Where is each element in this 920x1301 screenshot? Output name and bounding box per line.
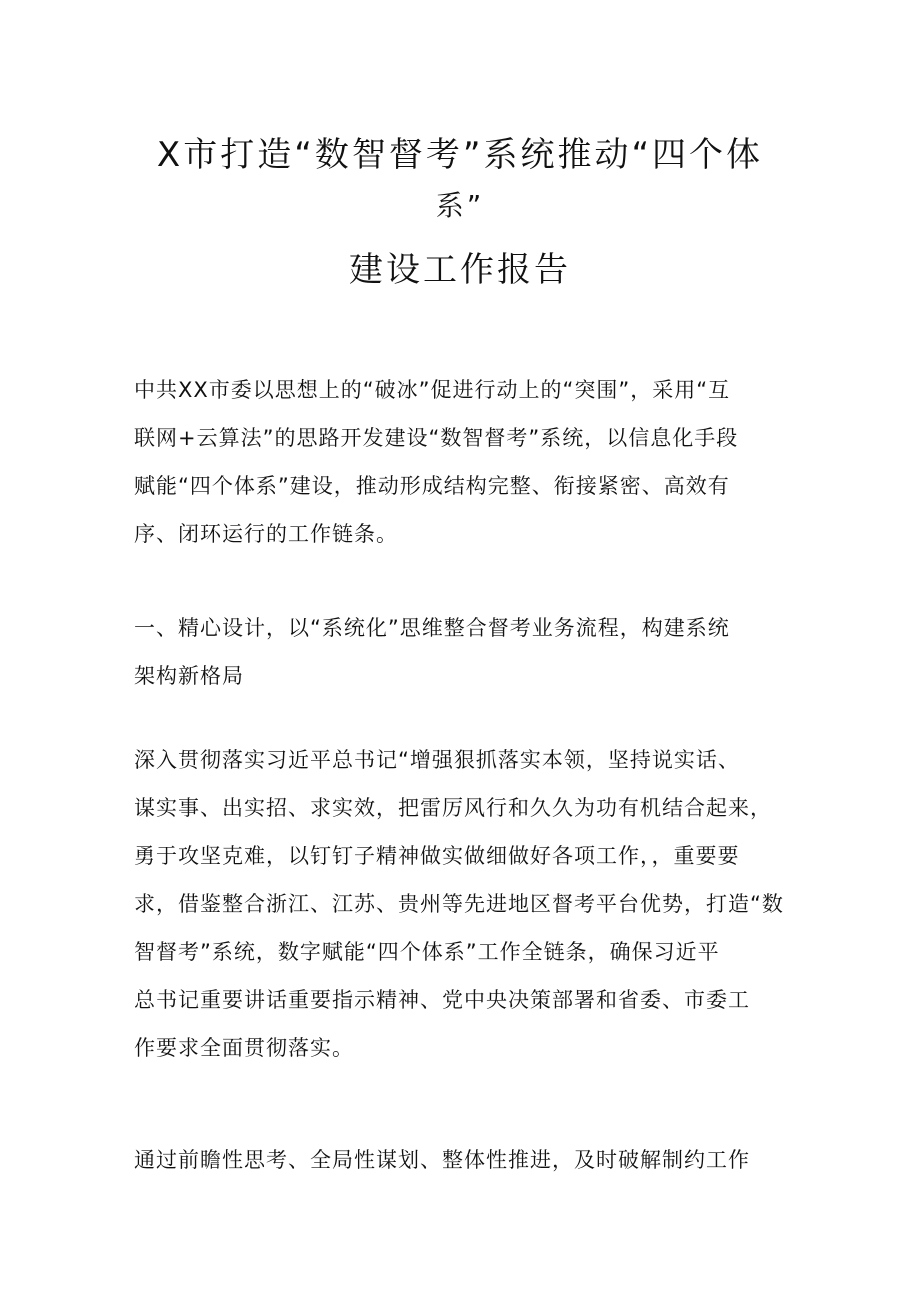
paragraph-line: 求，借鉴整合浙江、江苏、贵州等先进地区督考平台优势，打造“数 bbox=[134, 892, 784, 916]
section-1-heading bbox=[134, 604, 794, 700]
paragraph-line: 智督考”系统，数字赋能“四个体系”工作全链条，确保习近平 bbox=[134, 940, 720, 964]
paragraph-line: 勇于攻坚克难，以钉钉子精神做实做细做好各项工作，，重要要 bbox=[134, 844, 740, 868]
document-title-line-2: 系” bbox=[435, 189, 485, 222]
paragraph-line: 序、闭环运行的工作链条。 bbox=[134, 522, 398, 546]
heading-line: 架构新格局 bbox=[134, 664, 244, 688]
paragraph-line: 作要求全面贯彻落实。 bbox=[134, 1036, 354, 1060]
section-1-paragraph bbox=[134, 736, 794, 1072]
paragraph-line: 通过前瞻性思考、全局性谋划、整体性推进，及时破解制约工作 bbox=[134, 1148, 750, 1172]
paragraph-line: 联网+云算法”的思路开发建设“数智督考”系统，以信息化手段 bbox=[134, 426, 739, 450]
section-1-paragraph-2 bbox=[134, 1136, 794, 1184]
paragraph-line: 总书记重要讲话重要指示精神、党中央决策部署和省委、市委工 bbox=[134, 988, 750, 1012]
paragraph-line: 中共XX市委以思想上的“破冰”促进行动上的“突围”，采用“互 bbox=[134, 378, 731, 402]
document-title-line-1: X市打造“数智督考”系统推动“四个体 bbox=[156, 135, 764, 175]
intro-paragraph bbox=[134, 366, 794, 558]
paragraph-line: 谋实事、出实招、求实效，把雷厉风行和久久为功有机结合起来， bbox=[134, 796, 772, 820]
document-title-line-3: 建设工作报告 bbox=[349, 250, 571, 290]
paragraph-line: 赋能“四个体系”建设，推动形成结构完整、衔接紧密、高效有 bbox=[134, 474, 730, 498]
heading-line: 一、精心设计，以“系统化”思维整合督考业务流程，构建系统 bbox=[134, 616, 730, 640]
paragraph-line: 深入贯彻落实习近平总书记“增强狠抓落实本领，坚持说实话、 bbox=[134, 748, 740, 772]
